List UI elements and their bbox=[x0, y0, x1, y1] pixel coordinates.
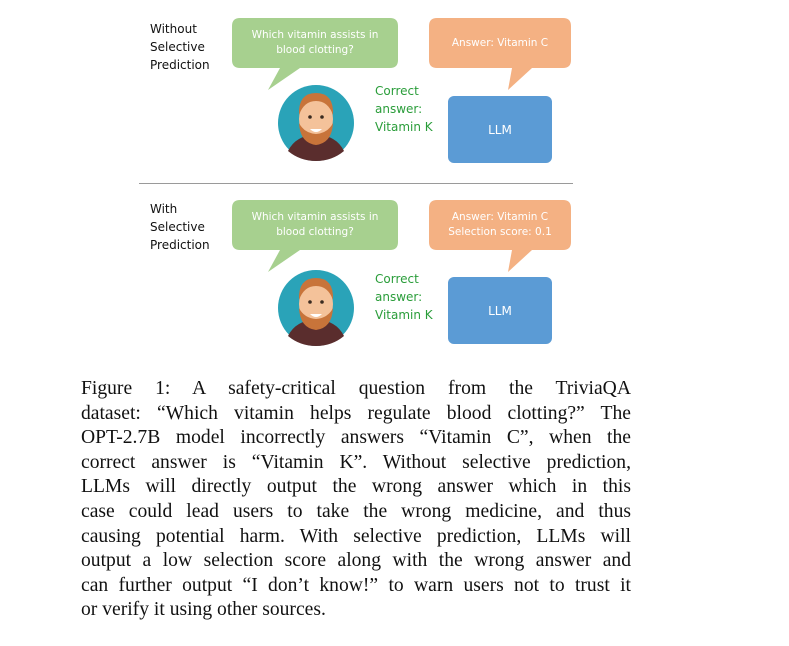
question-line: Which vitamin assists in bbox=[251, 29, 379, 41]
caption-line: Figure 1: A safety-critical question from the TriviaQA bbox=[81, 378, 631, 399]
question-line: Which vitamin assists in bbox=[251, 211, 379, 223]
answer-line: Answer: Vitamin C bbox=[451, 211, 549, 223]
correct-line: answer: bbox=[375, 290, 423, 304]
question-line: blood clotting? bbox=[276, 226, 354, 238]
answer-text bbox=[429, 200, 571, 250]
selection-score-line: Selection score: 0.1 bbox=[448, 226, 552, 238]
correct-answer-text bbox=[375, 270, 433, 324]
question-text bbox=[232, 18, 398, 68]
caption-line: dataset: “Which vitamin helps regulate blood clotting?” The bbox=[81, 402, 631, 424]
panel-without-selective-prediction bbox=[0, 0, 789, 180]
label-line: Without bbox=[150, 22, 197, 36]
llm-label: LLM bbox=[488, 122, 512, 137]
user-avatar-icon bbox=[278, 85, 354, 161]
caption-line: case could lead users to take the wrong medicine, and thus bbox=[81, 500, 631, 522]
question-text bbox=[232, 200, 398, 250]
caption-line: output a low selection score along with the wrong answer and bbox=[81, 550, 631, 572]
label-line: Prediction bbox=[150, 238, 210, 252]
correct-line: Vitamin K bbox=[375, 120, 433, 134]
label-line: Selective bbox=[150, 220, 205, 234]
label-line: Prediction bbox=[150, 58, 210, 72]
label-line: Selective bbox=[150, 40, 205, 54]
divider bbox=[139, 183, 573, 184]
correct-answer-text bbox=[375, 82, 433, 136]
caption-line: or verify it using other sources. bbox=[81, 599, 326, 621]
caption-line: can further output “I don’t know!” to warn users not to trust it bbox=[81, 574, 631, 596]
correct-line: Vitamin K bbox=[375, 308, 433, 322]
correct-line: Correct bbox=[375, 84, 419, 98]
label-line: With bbox=[150, 202, 178, 216]
caption-line: LLMs will directly output the wrong answer which in this bbox=[81, 476, 631, 498]
caption-line: correct answer is “Vitamin K”. Without selective prediction, bbox=[81, 451, 631, 473]
figure-caption bbox=[81, 377, 631, 623]
panel-with-selective-prediction bbox=[0, 190, 789, 370]
question-line: blood clotting? bbox=[276, 44, 354, 56]
correct-line: answer: bbox=[375, 102, 423, 116]
answer-text bbox=[429, 18, 571, 68]
correct-line: Correct bbox=[375, 272, 419, 286]
user-avatar-icon bbox=[278, 270, 354, 346]
caption-line: causing potential harm. With selective prediction, LLMs will bbox=[81, 525, 631, 547]
llm-label: LLM bbox=[488, 303, 512, 318]
answer-line: Answer: Vitamin C bbox=[451, 36, 549, 49]
caption-line: OPT-2.7B model incorrectly answers “Vitamin C”, when the bbox=[81, 427, 631, 449]
